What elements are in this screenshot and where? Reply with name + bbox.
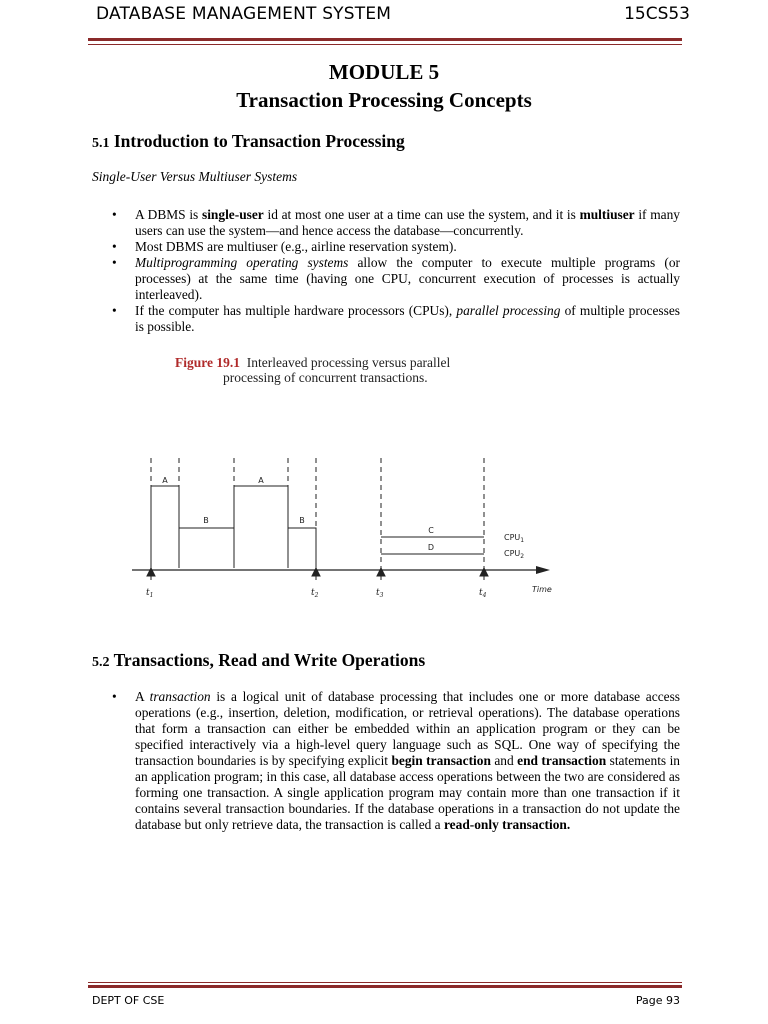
label-t1: $t_1$ <box>146 588 154 599</box>
label-b-1: B <box>203 516 209 525</box>
label-a-2: A <box>258 476 264 485</box>
process-a-segment-1 <box>151 486 179 568</box>
figure-caption <box>175 355 450 385</box>
footer-rule-thin <box>88 982 682 983</box>
footer-department: DEPT OF CSE <box>92 994 165 1007</box>
label-t2: $t_2$ <box>311 588 319 599</box>
section-1-subheading: Single-User Versus Multiuser Systems <box>92 169 298 184</box>
section-2-heading <box>92 650 425 671</box>
section-1-bullet-list <box>112 207 680 335</box>
list-item: • A DBMS is single-user id at most one user at a time can use the system, and it is multiuser if many users can use the system—and hence access the database—concurrently. <box>112 207 680 238</box>
label-time: Time <box>532 585 552 594</box>
page-header <box>96 4 690 26</box>
process-bars <box>151 486 484 568</box>
list-item: • Most DBMS are multiuser (e.g., airline reservation system). <box>112 239 457 254</box>
label-t4: $t_4$ <box>479 588 487 599</box>
footer-rule <box>88 985 682 988</box>
figure-caption-line-1: Interleaved processing versus parallel <box>246 355 451 370</box>
interleaved-vs-parallel-diagram <box>110 450 560 610</box>
section-1-heading <box>92 131 405 152</box>
module-title: MODULE 5 <box>328 60 440 84</box>
list-item: • A transaction is a logical unit of database processing that includes one or more database access operations (e.g., insertion, deletion, modification, or retrieval operations). The database operations that form a transaction can either be embedded within an application program or they can be specified interactively via a high-level query language such as SQL. One way of specifying the transaction boundaries is by specifying explicit begin transaction and end transaction statements in an application program; in this case, all database access operations between the two are considered as forming one transaction. A single application program may contain more than one transaction if it contains several transaction boundaries. If the database operations in a transaction do not update the database but only retrieve data, the transaction is called a read-only transaction. <box>112 689 680 832</box>
list-item: • If the computer has multiple hardware processors (CPUs), parallel processing of multiple processes is possible. <box>112 303 680 334</box>
section-2-title: Transactions, Read and Write Operations <box>113 650 426 670</box>
header-rule-thin <box>88 44 682 45</box>
label-a-1: A <box>162 476 168 485</box>
label-cpu2: $CPU_2$ <box>504 549 525 560</box>
footer-page-number: Page 93 <box>635 994 680 1007</box>
section-2-bullet-list <box>112 689 680 833</box>
label-c: C <box>428 526 434 535</box>
section-2-number: 5.2 <box>92 655 110 670</box>
module-subtitle: Transaction Processing Concepts <box>236 88 532 112</box>
label-t3: $t_3$ <box>376 588 384 599</box>
list-item: • Multiprogramming operating systems allow the computer to execute multiple programs (or processes) at the same time (having one CPU, concurrent execution of processes is actually interleaved). <box>112 255 680 302</box>
process-b-segment-2 <box>288 528 316 568</box>
header-course-code: 15CS53 <box>624 4 690 24</box>
header-title: DATABASE MANAGEMENT SYSTEM <box>96 4 392 24</box>
figure-label: Figure 19.1 <box>175 355 240 370</box>
label-b-2: B <box>299 516 305 525</box>
label-cpu1: $CPU_1$ <box>504 533 525 544</box>
label-d: D <box>427 543 435 552</box>
figure-caption-line-2: processing of concurrent transactions. <box>223 370 428 385</box>
process-a-segment-2 <box>234 486 288 568</box>
header-rule <box>88 38 682 41</box>
section-1-number: 5.1 <box>92 136 110 151</box>
section-1-title: Introduction to Transaction Processing <box>113 131 405 151</box>
process-b-segment-1 <box>179 528 234 568</box>
time-axis-arrow <box>536 566 550 574</box>
